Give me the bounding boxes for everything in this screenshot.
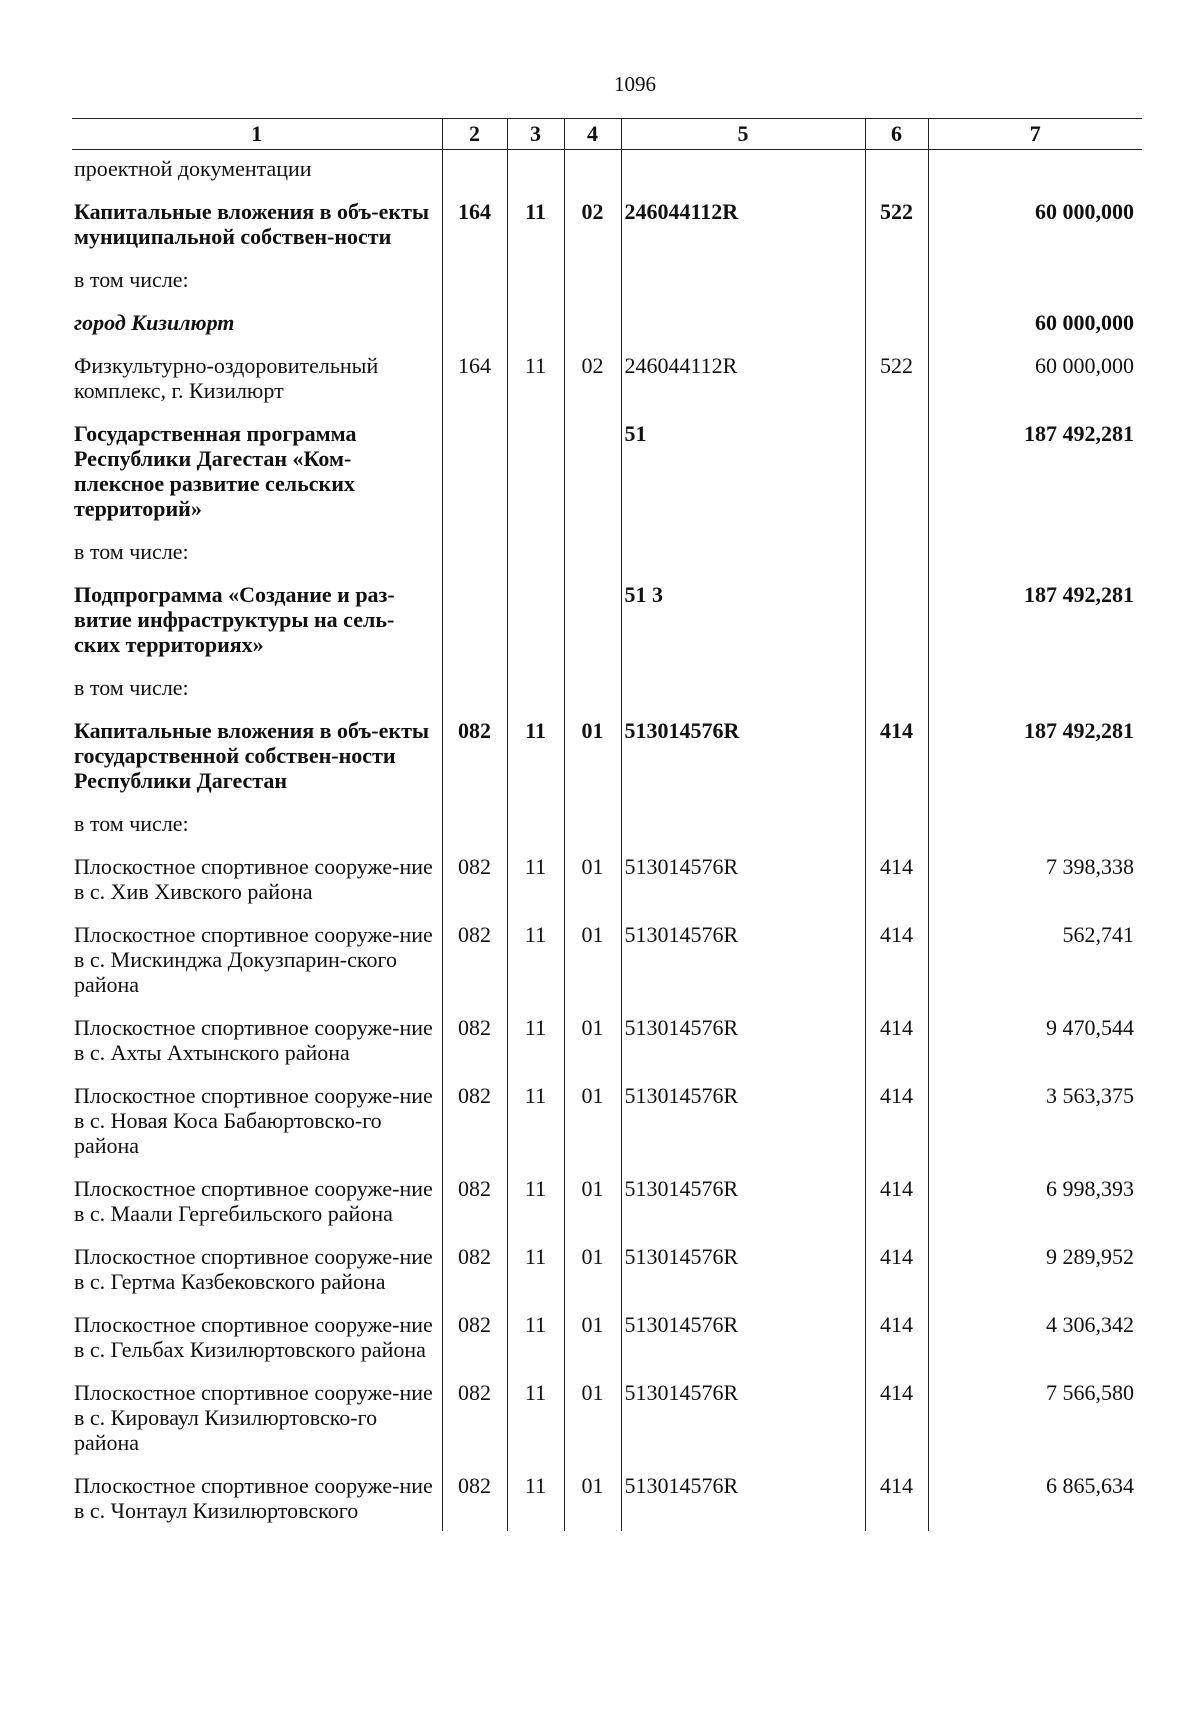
table-row <box>72 811 1142 854</box>
table-header-row <box>72 119 1142 150</box>
table-row <box>72 1244 1142 1312</box>
subsection-code-cell: 02 <box>564 199 621 267</box>
section-code-cell <box>507 267 564 310</box>
target-article-cell: 51 <box>621 421 865 539</box>
subsection-code-cell: 01 <box>564 1312 621 1380</box>
column-header: 4 <box>564 119 621 150</box>
expense-type-cell: 414 <box>865 922 928 1015</box>
subsection-code-cell <box>564 675 621 718</box>
section-code-cell <box>507 675 564 718</box>
amount-cell: 562,741 <box>928 922 1142 1015</box>
ministry-code-cell: 082 <box>442 1312 507 1380</box>
expense-type-cell <box>865 675 928 718</box>
row-name-cell: в том числе: <box>74 675 189 700</box>
ministry-code-cell: 082 <box>442 1015 507 1083</box>
section-code-cell <box>507 539 564 582</box>
amount-cell: 9 289,952 <box>928 1244 1142 1312</box>
section-code-cell: 11 <box>507 353 564 421</box>
amount-cell: 4 306,342 <box>928 1312 1142 1380</box>
section-code-cell <box>507 811 564 854</box>
table-row <box>72 718 1142 811</box>
expense-type-cell: 522 <box>865 353 928 421</box>
section-code-cell: 11 <box>507 922 564 1015</box>
target-article-cell <box>621 310 865 353</box>
section-code-cell <box>507 421 564 539</box>
table-row <box>72 353 1142 421</box>
section-code-cell <box>507 582 564 675</box>
subsection-code-cell: 01 <box>564 1083 621 1176</box>
section-code-cell: 11 <box>507 1380 564 1473</box>
ministry-code-cell: 082 <box>442 1176 507 1244</box>
row-name-cell: Плоскостное спортивное сооруже-ние в с. Маали Гергебильского района <box>74 1176 433 1226</box>
target-article-cell: 513014576R <box>621 1015 865 1083</box>
section-code-cell: 11 <box>507 1244 564 1312</box>
row-name-cell: Плоскостное спортивное сооруже-ние в с. Чонтаул Кизилюртовского <box>74 1473 433 1523</box>
row-name-cell: Физкультурно-оздоровительный комплекс, г. Кизилюрт <box>74 353 379 403</box>
expense-type-cell <box>865 150 928 200</box>
ministry-code-cell: 164 <box>442 353 507 421</box>
ministry-code-cell <box>442 811 507 854</box>
subsection-code-cell: 01 <box>564 718 621 811</box>
ministry-code-cell <box>442 582 507 675</box>
ministry-code-cell <box>442 267 507 310</box>
target-article-cell <box>621 811 865 854</box>
ministry-code-cell <box>442 675 507 718</box>
amount-cell: 60 000,000 <box>928 199 1142 267</box>
subsection-code-cell: 01 <box>564 1380 621 1473</box>
subsection-code-cell <box>564 267 621 310</box>
table-row <box>72 1083 1142 1176</box>
section-code-cell <box>507 150 564 200</box>
column-header: 1 <box>72 119 442 150</box>
amount-cell <box>928 675 1142 718</box>
row-name-cell: Плоскостное спортивное сооруже-ние в с. Гертма Казбековского района <box>74 1244 433 1294</box>
table-body <box>72 150 1142 1532</box>
ministry-code-cell: 082 <box>442 854 507 922</box>
row-name-cell: Капитальные вложения в объ-екты муниципальной собствен-ности <box>74 199 430 249</box>
row-name-cell: Плоскостное спортивное сооруже-ние в с. Гельбах Кизилюртовского района <box>74 1312 433 1362</box>
target-article-cell <box>621 267 865 310</box>
row-name-cell: Плоскостное спортивное сооруже-ние в с. Кироваул Кизилюртовско-го района <box>74 1380 433 1455</box>
amount-cell <box>928 267 1142 310</box>
target-article-cell: 513014576R <box>621 1244 865 1312</box>
ministry-code-cell: 082 <box>442 1244 507 1312</box>
ministry-code-cell: 164 <box>442 199 507 267</box>
column-header: 6 <box>865 119 928 150</box>
section-code-cell: 11 <box>507 1473 564 1531</box>
subsection-code-cell: 01 <box>564 922 621 1015</box>
table-row <box>72 421 1142 539</box>
ministry-code-cell: 082 <box>442 718 507 811</box>
target-article-cell: 513014576R <box>621 1473 865 1531</box>
section-code-cell: 11 <box>507 199 564 267</box>
page-number: 1096 <box>614 72 656 96</box>
section-code-cell: 11 <box>507 1083 564 1176</box>
table-row <box>72 310 1142 353</box>
amount-cell: 6 865,634 <box>928 1473 1142 1531</box>
table-row <box>72 1380 1142 1473</box>
section-code-cell: 11 <box>507 718 564 811</box>
subsection-code-cell: 01 <box>564 1244 621 1312</box>
table-row <box>72 539 1142 582</box>
expense-type-cell: 414 <box>865 1176 928 1244</box>
target-article-cell: 513014576R <box>621 854 865 922</box>
target-article-cell: 246044112R <box>621 353 865 421</box>
section-code-cell: 11 <box>507 1312 564 1380</box>
row-name-cell: Плоскостное спортивное сооруже-ние в с. Мискинджа Докузпарин-ского района <box>74 922 433 997</box>
target-article-cell <box>621 539 865 582</box>
ministry-code-cell <box>442 539 507 582</box>
column-header: 3 <box>507 119 564 150</box>
expense-type-cell <box>865 811 928 854</box>
target-article-cell: 513014576R <box>621 1312 865 1380</box>
target-article-cell <box>621 150 865 200</box>
subsection-code-cell <box>564 150 621 200</box>
ministry-code-cell <box>442 310 507 353</box>
subsection-code-cell <box>564 539 621 582</box>
budget-table <box>72 118 1142 1531</box>
amount-cell: 60 000,000 <box>928 310 1142 353</box>
amount-cell <box>928 811 1142 854</box>
table-row <box>72 854 1142 922</box>
subsection-code-cell <box>564 310 621 353</box>
table-row <box>72 675 1142 718</box>
subsection-code-cell <box>564 582 621 675</box>
amount-cell: 7 398,338 <box>928 854 1142 922</box>
expense-type-cell: 414 <box>865 1380 928 1473</box>
row-name-cell: в том числе: <box>74 811 189 836</box>
table-row <box>72 267 1142 310</box>
ministry-code-cell: 082 <box>442 922 507 1015</box>
section-code-cell: 11 <box>507 1176 564 1244</box>
subsection-code-cell: 01 <box>564 1015 621 1083</box>
amount-cell <box>928 150 1142 200</box>
subsection-code-cell: 01 <box>564 1176 621 1244</box>
table-row <box>72 582 1142 675</box>
amount-cell: 7 566,580 <box>928 1380 1142 1473</box>
amount-cell: 3 563,375 <box>928 1083 1142 1176</box>
row-name-cell: Плоскостное спортивное сооруже-ние в с. Ахты Ахтынского района <box>74 1015 433 1065</box>
ministry-code-cell <box>442 150 507 200</box>
subsection-code-cell: 02 <box>564 353 621 421</box>
expense-type-cell: 414 <box>865 718 928 811</box>
table-row <box>72 922 1142 1015</box>
column-header: 5 <box>621 119 865 150</box>
table-row <box>72 1176 1142 1244</box>
table-row <box>72 199 1142 267</box>
expense-type-cell <box>865 267 928 310</box>
row-name-cell: город Кизилюрт <box>74 310 235 335</box>
row-name-cell: Плоскостное спортивное сооруже-ние в с. Хив Хивского района <box>74 854 433 904</box>
section-code-cell: 11 <box>507 854 564 922</box>
target-article-cell: 513014576R <box>621 1083 865 1176</box>
expense-type-cell <box>865 539 928 582</box>
ministry-code-cell: 082 <box>442 1083 507 1176</box>
target-article-cell: 513014576R <box>621 1176 865 1244</box>
ministry-code-cell: 082 <box>442 1380 507 1473</box>
expense-type-cell <box>865 310 928 353</box>
section-code-cell: 11 <box>507 1015 564 1083</box>
row-name-cell: Плоскостное спортивное сооруже-ние в с. Новая Коса Бабаюртовско-го района <box>74 1083 433 1158</box>
table-row <box>72 150 1142 200</box>
amount-cell: 6 998,393 <box>928 1176 1142 1244</box>
target-article-cell: 513014576R <box>621 922 865 1015</box>
subsection-code-cell <box>564 421 621 539</box>
amount-cell <box>928 539 1142 582</box>
expense-type-cell: 522 <box>865 199 928 267</box>
target-article-cell: 513014576R <box>621 1380 865 1473</box>
amount-cell: 187 492,281 <box>928 421 1142 539</box>
subsection-code-cell: 01 <box>564 1473 621 1531</box>
target-article-cell: 246044112R <box>621 199 865 267</box>
row-name-cell: Капитальные вложения в объ-екты государственной собствен-ности Республики Дагестан <box>74 718 430 793</box>
expense-type-cell: 414 <box>865 1083 928 1176</box>
subsection-code-cell: 01 <box>564 854 621 922</box>
expense-type-cell: 414 <box>865 854 928 922</box>
amount-cell: 9 470,544 <box>928 1015 1142 1083</box>
section-code-cell <box>507 310 564 353</box>
target-article-cell: 51 3 <box>621 582 865 675</box>
subsection-code-cell <box>564 811 621 854</box>
column-header: 7 <box>928 119 1142 150</box>
expense-type-cell: 414 <box>865 1312 928 1380</box>
expense-type-cell <box>865 421 928 539</box>
target-article-cell <box>621 675 865 718</box>
table-row <box>72 1473 1142 1531</box>
table-row <box>72 1312 1142 1380</box>
expense-type-cell: 414 <box>865 1473 928 1531</box>
expense-type-cell <box>865 582 928 675</box>
amount-cell: 187 492,281 <box>928 582 1142 675</box>
row-name-cell: в том числе: <box>74 267 189 292</box>
row-name-cell: в том числе: <box>74 539 189 564</box>
row-name-cell: проектной документации <box>74 156 312 181</box>
column-header: 2 <box>442 119 507 150</box>
row-name-cell: Подпрограмма «Создание и раз-витие инфраструктуры на сель-ских территориях» <box>74 582 395 657</box>
expense-type-cell: 414 <box>865 1015 928 1083</box>
ministry-code-cell <box>442 421 507 539</box>
amount-cell: 60 000,000 <box>928 353 1142 421</box>
table-row <box>72 1015 1142 1083</box>
amount-cell: 187 492,281 <box>928 718 1142 811</box>
row-name-cell: Государственная программа Республики Дагестан «Ком-плексное развитие сельских территорий» <box>74 421 357 521</box>
target-article-cell: 513014576R <box>621 718 865 811</box>
expense-type-cell: 414 <box>865 1244 928 1312</box>
ministry-code-cell: 082 <box>442 1473 507 1531</box>
